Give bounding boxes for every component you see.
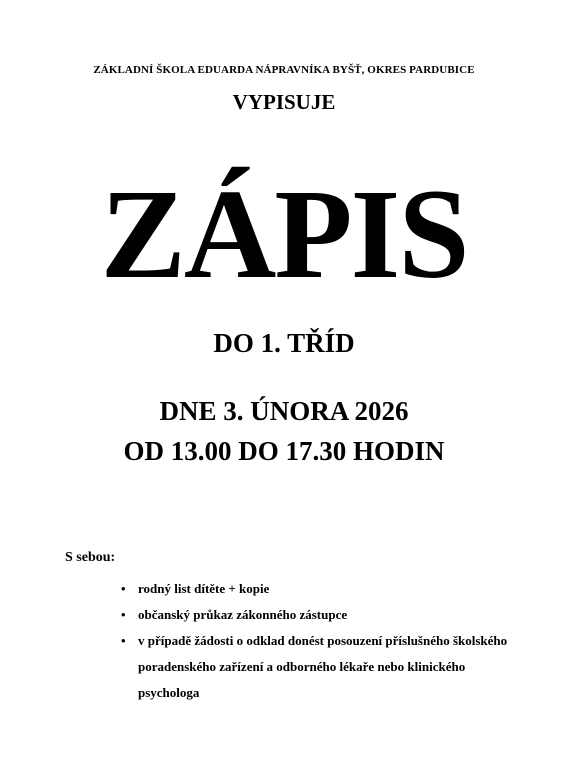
event-date: DNE 3. ÚNORA 2026	[159, 396, 409, 426]
bullet-icon: •	[121, 581, 126, 596]
bring-along-list	[121, 576, 521, 706]
event-time: OD 13.00 DO 17.30 HODIN	[123, 436, 445, 466]
announces-heading: VYPISUJE	[232, 90, 336, 114]
bullet-icon: •	[121, 607, 126, 622]
school-name: ZÁKLADNÍ ŠKOLA EDUARDA NÁPRAVNÍKA BYŠŤ, OKRES PARDUBICE	[93, 64, 475, 76]
list-item	[121, 628, 521, 706]
bullet-icon: •	[121, 633, 126, 648]
list-item-text: občanský průkaz zákonného zástupce	[138, 607, 348, 622]
grades-heading: DO 1. TŘÍD	[213, 328, 355, 358]
page-title: ZÁPIS	[100, 163, 468, 305]
list-item	[121, 602, 521, 628]
list-item-text: rodný list dítěte + kopie	[138, 581, 270, 596]
bring-along-label: S sebou:	[65, 550, 116, 565]
list-item-text: v případě žádosti o odklad donést posouzení příslušného školského poradenského zařízení a odborného lékaře nebo klinického psychologa	[138, 633, 508, 700]
list-item	[121, 576, 521, 602]
